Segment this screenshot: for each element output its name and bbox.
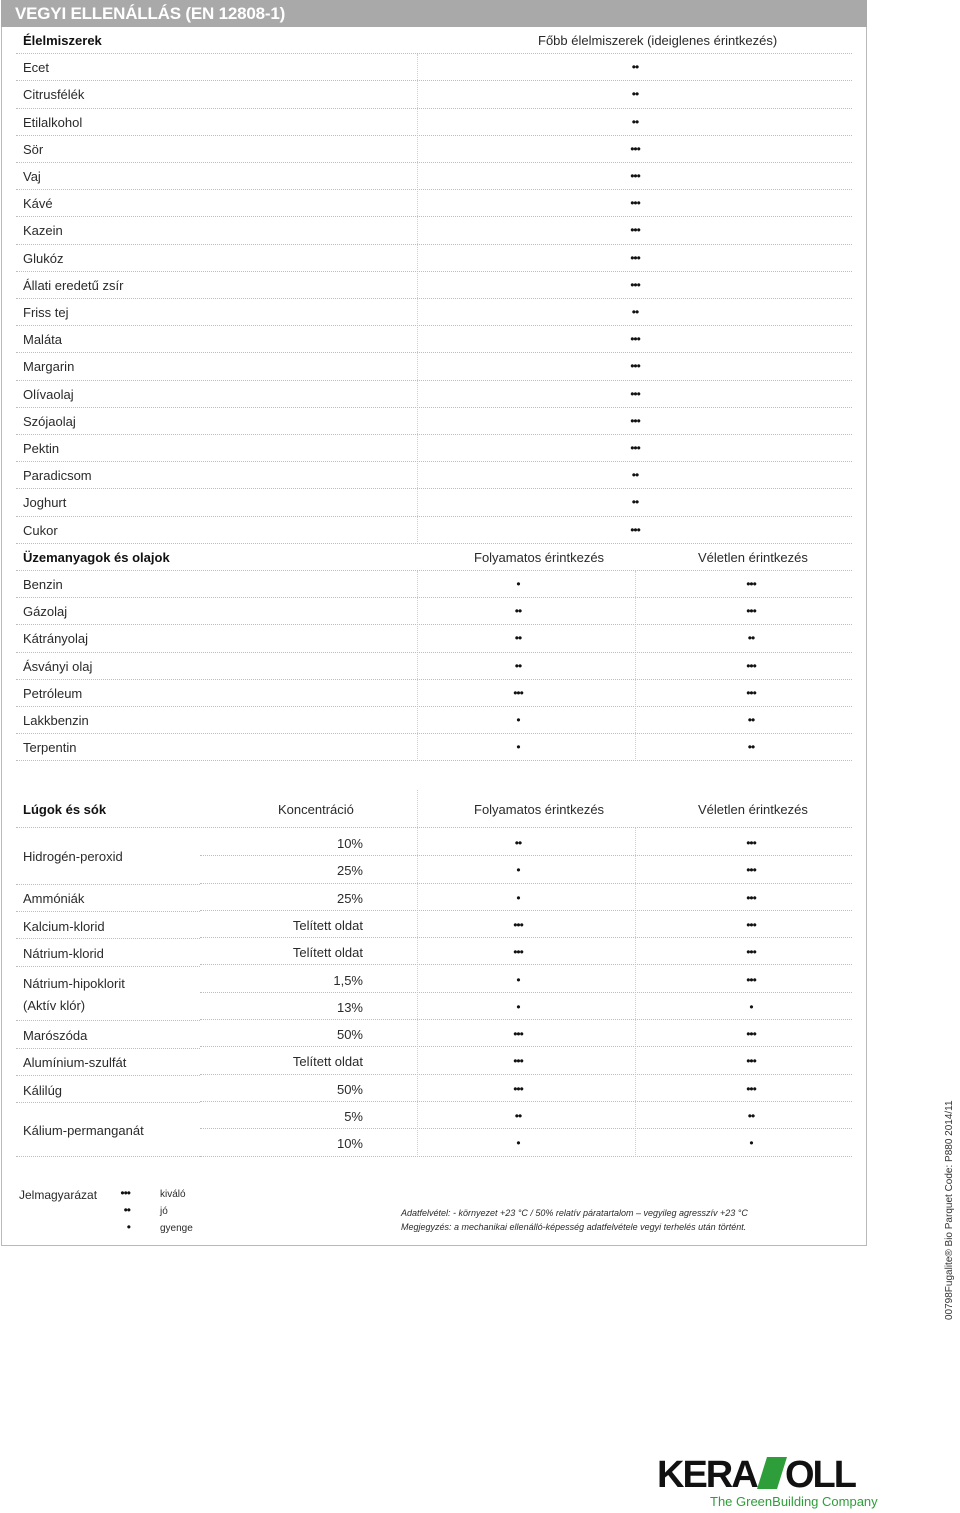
alkali-row <box>200 911 852 938</box>
food-row <box>16 109 852 136</box>
fuel-name: Gázolaj <box>23 604 68 620</box>
rating-continuous: • <box>516 890 520 905</box>
alkali-row <box>200 1129 852 1156</box>
rating-continuous: ••• <box>513 917 523 932</box>
rating-continuous: •• <box>514 1109 522 1123</box>
food-name: Kazein <box>23 223 63 239</box>
concentration-value: Telített oldat <box>292 945 363 961</box>
alkali-col-continuous: Folyamatos érintkezés <box>474 802 605 817</box>
fuel-row <box>16 625 852 652</box>
alkali-row <box>200 884 852 911</box>
substance-name: Nátrium-klorid <box>23 946 104 961</box>
rating-dots: •• <box>631 114 639 129</box>
food-name: Paradicsom <box>23 468 92 484</box>
food-name: Olívaolaj <box>23 386 74 402</box>
rating-dots: ••• <box>630 413 640 428</box>
legend-dots-good: •• <box>123 1203 130 1217</box>
rating-dots: ••• <box>630 359 640 374</box>
rating-continuous: ••• <box>513 685 523 700</box>
substance-name: Kálilúg <box>23 1083 63 1098</box>
rating-dots: ••• <box>630 522 640 537</box>
food-name: Pektin <box>23 441 60 456</box>
food-name: Maláta <box>23 332 63 348</box>
fuel-row <box>16 598 852 625</box>
rating-dots: •• <box>631 495 639 510</box>
fuel-heading: Üzemanyagok és olajok <box>23 549 170 565</box>
fuel-row <box>16 653 852 680</box>
concentration-value: 13% <box>336 999 363 1015</box>
food-row <box>16 517 852 544</box>
fuel-row <box>16 707 852 734</box>
legend-dots-excellent: ••• <box>120 1186 130 1200</box>
rating-continuous: •• <box>514 631 522 646</box>
concentration-value: 1,5% <box>333 972 363 988</box>
legend-label-excellent: kiváló <box>160 1189 186 1200</box>
rating-accidental: ••• <box>746 1081 756 1096</box>
concentration-value: Telített oldat <box>292 917 363 933</box>
substance-name: Ammóniák <box>23 891 85 906</box>
rating-dots: ••• <box>630 277 640 292</box>
concentration-value: 10% <box>336 1136 363 1152</box>
rating-continuous: •• <box>514 836 522 850</box>
food-name: Cukor <box>23 522 58 538</box>
fuel-row <box>16 734 852 761</box>
food-name: Sör <box>23 141 44 157</box>
food-name: Margarin <box>23 359 75 375</box>
rating-accidental: •• <box>747 740 755 755</box>
alkali-name-divider <box>16 938 200 939</box>
rating-accidental: •• <box>747 1109 755 1123</box>
rating-dots: ••• <box>630 169 640 183</box>
alkali-row <box>200 993 852 1020</box>
fuel-name: Lakkbenzin <box>23 713 89 728</box>
food-name: Ecet <box>23 60 50 76</box>
food-name: Vaj <box>23 169 41 184</box>
rating-dots: •• <box>631 468 639 483</box>
alkali-row <box>200 966 852 993</box>
food-name: Glukóz <box>23 250 64 266</box>
concentration-value: 25% <box>336 863 363 879</box>
fuel-row <box>16 571 852 598</box>
rating-accidental: ••• <box>746 890 756 905</box>
substance-name: Kálium-permanganát <box>23 1123 144 1138</box>
rating-continuous: ••• <box>513 945 523 960</box>
concentration-value: 5% <box>344 1109 363 1124</box>
alkali-header-row <box>16 798 852 828</box>
alkali-name-divider <box>16 1048 200 1049</box>
alkali-name-divider <box>16 1102 200 1103</box>
rating-continuous: ••• <box>513 1054 523 1069</box>
food-header-row <box>16 27 852 54</box>
alkali-name-divider <box>16 966 200 967</box>
rating-accidental: ••• <box>746 945 756 960</box>
alkali-row <box>200 1047 852 1074</box>
rating-continuous: •• <box>514 604 522 619</box>
food-row <box>16 353 852 380</box>
food-row <box>16 435 852 462</box>
title-bar <box>1 0 867 27</box>
substance-name: Kalcium-klorid <box>23 919 105 934</box>
logo-text-kera: KERA <box>657 1455 757 1496</box>
rating-dots: ••• <box>630 332 640 347</box>
food-column-header: Főbb élelmiszerek (ideiglenes érintkezés) <box>538 33 778 48</box>
rating-dots: ••• <box>630 141 640 156</box>
food-row <box>16 81 852 108</box>
rating-dots: •• <box>631 87 639 102</box>
rating-continuous: • <box>516 713 520 727</box>
rating-continuous: • <box>516 740 520 755</box>
rating-continuous: • <box>516 1136 520 1151</box>
fuel-col-continuous: Folyamatos érintkezés <box>474 549 605 565</box>
food-row <box>16 326 852 353</box>
rating-continuous: •• <box>514 658 522 673</box>
alkali-row <box>200 1020 852 1047</box>
rating-accidental: ••• <box>746 685 756 700</box>
legend-title: Jelmagyarázat <box>19 1188 98 1202</box>
food-name: Szójaolaj <box>23 413 76 429</box>
food-row <box>16 217 852 244</box>
food-row <box>16 245 852 272</box>
alkali-name-divider <box>16 1075 200 1076</box>
rating-accidental: ••• <box>746 1027 756 1042</box>
rating-continuous: • <box>516 577 520 591</box>
rating-continuous: ••• <box>513 1027 523 1042</box>
rating-continuous: • <box>516 972 520 987</box>
rating-accidental: ••• <box>746 604 756 619</box>
rating-accidental: ••• <box>746 836 756 850</box>
rating-accidental: •• <box>747 631 755 646</box>
alkali-row <box>200 1075 852 1102</box>
fuel-col-accidental: Véletlen érintkezés <box>698 549 808 565</box>
substance-name: Marószóda <box>23 1028 88 1043</box>
rating-accidental: ••• <box>746 1054 756 1069</box>
rating-accidental: ••• <box>746 972 756 987</box>
legend-label-good: jó <box>160 1206 168 1217</box>
legend-label-poor: gyenge <box>160 1223 193 1234</box>
rating-accidental: ••• <box>746 863 756 878</box>
food-row <box>16 190 852 217</box>
legend-dots-poor: • <box>126 1220 130 1234</box>
alkali-name-divider <box>16 1020 200 1021</box>
fuel-name: Terpentin <box>23 740 77 756</box>
food-row <box>16 163 852 190</box>
fuel-name: Kátrányolaj <box>23 631 89 647</box>
rating-dots: ••• <box>630 250 640 265</box>
alkali-row <box>200 1102 852 1129</box>
concentration-header: Koncentráció <box>278 802 354 817</box>
rating-accidental: ••• <box>746 917 756 932</box>
concentration-value: 25% <box>336 890 363 906</box>
concentration-value: 10% <box>336 836 363 851</box>
logo-text-koll: OLL <box>785 1455 855 1496</box>
logo-tagline: The GreenBuilding Company <box>710 1494 878 1509</box>
fuel-name: Ásványi olaj <box>23 658 93 674</box>
concentration-value: 50% <box>336 1027 363 1043</box>
food-row <box>16 299 852 326</box>
food-row <box>16 136 852 163</box>
rating-dots: ••• <box>630 441 640 455</box>
substance-name: Nátrium-hipoklorit <box>23 976 125 991</box>
food-row <box>16 381 852 408</box>
rating-dots: ••• <box>630 386 640 401</box>
fuel-row <box>16 680 852 707</box>
rating-accidental: • <box>749 1136 753 1151</box>
rating-accidental: ••• <box>746 577 756 591</box>
rating-continuous: • <box>516 863 520 878</box>
alkali-row <box>200 938 852 965</box>
alkali-row <box>200 829 852 856</box>
substance-name: Alumínium-szulfát <box>23 1055 127 1070</box>
concentration-value: 50% <box>336 1081 363 1097</box>
alkali-col-accidental: Véletlen érintkezés <box>698 802 808 817</box>
fuel-name: Petróleum <box>23 685 83 701</box>
food-row <box>16 462 852 489</box>
rating-continuous: ••• <box>513 1081 523 1096</box>
food-name: Állati eredetű zsír <box>23 277 124 293</box>
rating-accidental: • <box>749 999 753 1014</box>
rating-continuous: • <box>516 999 520 1014</box>
rating-accidental: ••• <box>746 658 756 673</box>
rating-dots: ••• <box>630 223 640 238</box>
rating-accidental: •• <box>747 713 755 727</box>
alkali-heading: Lúgok és sók <box>23 802 107 817</box>
concentration-value: Telített oldat <box>292 1054 363 1070</box>
food-heading: Élelmiszerek <box>23 33 102 48</box>
alkali-bottom-line <box>16 1156 852 1157</box>
alkali-name-divider <box>16 884 200 885</box>
substance-name: (Aktív klór) <box>23 998 86 1013</box>
food-row <box>16 489 852 516</box>
food-row <box>16 272 852 299</box>
measurement-note: Adatfelvétel: - környezet +23 °C / 50% relatív páratartalom – vegyileg agresszív +23 °C <box>401 1208 748 1218</box>
food-name: Joghurt <box>23 495 67 511</box>
food-row <box>16 408 852 435</box>
food-name: Kávé <box>23 196 53 212</box>
page-title: VEGYI ELLENÁLLÁS (EN 12808-1) <box>15 4 286 23</box>
food-name: Citrusfélék <box>23 87 85 103</box>
fuel-name: Benzin <box>23 577 63 592</box>
alkali-name-divider <box>16 911 200 912</box>
logo-slash-shape <box>757 1457 787 1489</box>
alkali-row <box>200 856 852 883</box>
food-row <box>16 54 852 81</box>
rating-dots: •• <box>631 305 639 319</box>
remark-note: Megjegyzés: a mechanikai ellenálló-képesség adatfelvétele vegyi terhelés után történt. <box>401 1222 747 1232</box>
product-code: 00798Fugalite® Bio Parquet Code: P880 2014/11 <box>944 1100 955 1320</box>
food-name: Etilalkohol <box>23 114 83 130</box>
fuel-header-row <box>16 544 852 571</box>
rating-dots: •• <box>631 60 639 75</box>
food-name: Friss tej <box>23 305 69 320</box>
substance-name: Hidrogén-peroxid <box>23 849 123 864</box>
rating-dots: ••• <box>630 196 640 211</box>
